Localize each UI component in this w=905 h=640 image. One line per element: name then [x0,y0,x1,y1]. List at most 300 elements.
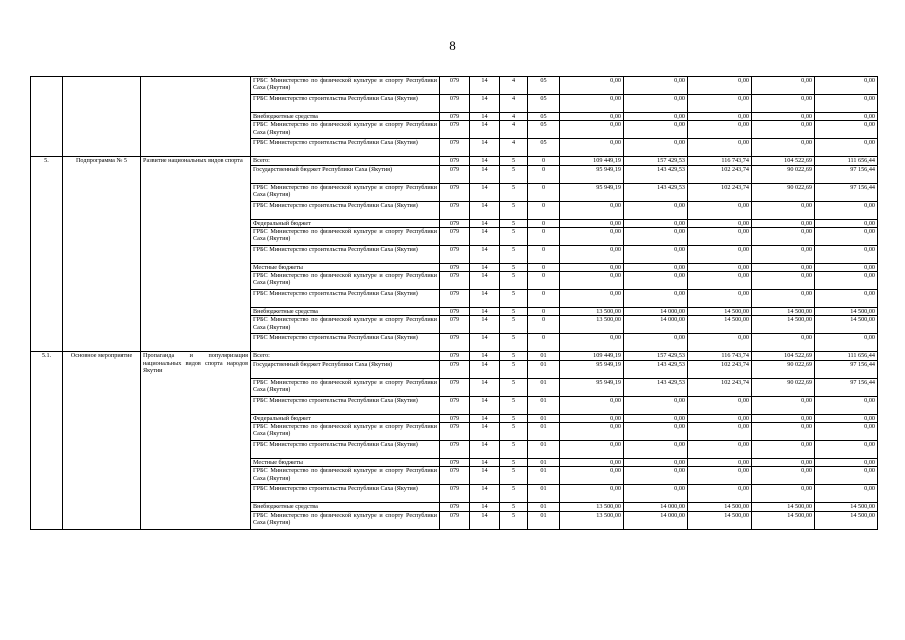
value-cell: 102 243,74 [688,360,752,378]
value-cell: 111 656,44 [815,157,878,165]
value-cell: 95 949,19 [560,165,624,183]
value-cell: 14 000,00 [624,503,688,511]
value-cell: 116 743,74 [688,157,752,165]
value-cell: 14 500,00 [752,316,815,334]
value-cell: 0,00 [815,121,878,139]
value-cell: 143 429,53 [624,183,688,201]
code-cell: 14 [470,334,500,352]
code-cell: 5 [500,441,528,459]
value-cell: 0,00 [688,121,752,139]
value-cell: 0,00 [560,272,624,290]
value-cell: 0,00 [815,290,878,308]
value-cell: 0,00 [624,263,688,271]
funding-source-cell: ГРБС Министерство строительства Республики Саха (Якутия) [251,290,440,308]
table-body [31,77,878,530]
section-num: 5.1. [31,352,63,529]
code-cell: 14 [470,467,500,485]
value-cell: 109 449,19 [560,352,624,360]
code-cell: 079 [440,459,470,467]
value-cell: 0,00 [815,485,878,503]
funding-source-cell: ГРБС Министерство по физической культуре и спорту Республики Саха (Якутия) [251,183,440,201]
table-row [31,352,878,360]
code-cell: 01 [528,503,560,511]
value-cell: 111 656,44 [815,352,878,360]
value-cell: 0,00 [560,459,624,467]
value-cell: 0,00 [815,396,878,414]
value-cell: 0,00 [624,139,688,157]
value-cell: 97 156,44 [815,360,878,378]
value-cell: 143 429,53 [624,360,688,378]
value-cell: 157 429,53 [624,352,688,360]
value-cell: 14 500,00 [688,308,752,316]
value-cell: 0,00 [815,219,878,227]
code-cell: 14 [470,308,500,316]
code-cell: 01 [528,467,560,485]
code-cell: 0 [528,272,560,290]
value-cell: 0,00 [560,423,624,441]
table-row [31,77,878,95]
code-cell: 079 [440,511,470,529]
value-cell: 0,00 [752,77,815,95]
code-cell: 01 [528,378,560,396]
code-cell: 14 [470,183,500,201]
code-cell: 14 [470,316,500,334]
code-cell: 14 [470,165,500,183]
value-cell: 143 429,53 [624,165,688,183]
value-cell: 0,00 [815,95,878,113]
value-cell: 0,00 [815,414,878,422]
code-cell: 05 [528,139,560,157]
code-cell: 5 [500,396,528,414]
value-cell: 0,00 [815,227,878,245]
funding-source-cell: ГРБС Министерство строительства Республики Саха (Якутия) [251,441,440,459]
value-cell: 0,00 [688,219,752,227]
value-cell: 0,00 [815,459,878,467]
value-cell: 0,00 [752,227,815,245]
code-cell: 14 [470,245,500,263]
value-cell: 14 000,00 [624,308,688,316]
code-cell: 079 [440,183,470,201]
funding-source-cell: Внебюджетные средства [251,113,440,121]
value-cell: 0,00 [688,139,752,157]
value-cell: 0,00 [688,290,752,308]
code-cell: 079 [440,272,470,290]
value-cell: 14 500,00 [688,316,752,334]
value-cell: 0,00 [688,396,752,414]
code-cell: 01 [528,414,560,422]
funding-source-cell: Местные бюджеты [251,459,440,467]
value-cell: 0,00 [624,121,688,139]
value-cell: 0,00 [752,121,815,139]
code-cell: 079 [440,378,470,396]
value-cell: 0,00 [624,414,688,422]
value-cell: 0,00 [560,334,624,352]
code-cell: 01 [528,441,560,459]
value-cell: 0,00 [752,201,815,219]
code-cell: 5 [500,290,528,308]
value-cell: 0,00 [752,467,815,485]
value-cell: 0,00 [624,245,688,263]
value-cell: 90 022,69 [752,378,815,396]
value-cell: 0,00 [752,95,815,113]
value-cell: 0,00 [688,201,752,219]
code-cell: 05 [528,113,560,121]
code-cell: 079 [440,219,470,227]
code-cell: 14 [470,121,500,139]
value-cell: 0,00 [560,121,624,139]
value-cell: 0,00 [815,441,878,459]
funding-source-cell: Государственный бюджет Республики Саха (Якутия) [251,360,440,378]
code-cell: 01 [528,459,560,467]
code-cell: 0 [528,290,560,308]
value-cell: 0,00 [560,396,624,414]
value-cell: 0,00 [688,245,752,263]
code-cell: 01 [528,423,560,441]
code-cell: 0 [528,201,560,219]
value-cell: 14 000,00 [624,316,688,334]
value-cell: 14 500,00 [815,503,878,511]
code-cell: 5 [500,459,528,467]
section-name: Развитие национальных видов спорта [141,157,251,352]
code-cell: 0 [528,183,560,201]
value-cell: 0,00 [560,467,624,485]
value-cell: 102 243,74 [688,165,752,183]
value-cell: 0,00 [688,77,752,95]
code-cell: 5 [500,511,528,529]
value-cell: 0,00 [560,201,624,219]
value-cell: 90 022,69 [752,360,815,378]
value-cell: 0,00 [752,219,815,227]
code-cell: 0 [528,263,560,271]
value-cell: 104 522,69 [752,352,815,360]
code-cell: 0 [528,334,560,352]
funding-source-cell: Местные бюджеты [251,263,440,271]
code-cell: 079 [440,157,470,165]
code-cell: 5 [500,165,528,183]
value-cell: 0,00 [560,77,624,95]
code-cell: 079 [440,121,470,139]
value-cell: 13 500,00 [560,308,624,316]
code-cell: 079 [440,113,470,121]
value-cell: 0,00 [752,272,815,290]
value-cell: 0,00 [560,414,624,422]
funding-source-cell: ГРБС Министерство строительства Республики Саха (Якутия) [251,485,440,503]
value-cell: 0,00 [688,227,752,245]
value-cell: 0,00 [624,227,688,245]
funding-source-cell: ГРБС Министерство строительства Республики Саха (Якутия) [251,95,440,113]
value-cell: 0,00 [752,396,815,414]
value-cell: 90 022,69 [752,183,815,201]
value-cell: 0,00 [752,139,815,157]
value-cell: 95 949,19 [560,378,624,396]
code-cell: 14 [470,360,500,378]
value-cell: 14 500,00 [815,308,878,316]
code-cell: 5 [500,485,528,503]
code-cell: 5 [500,245,528,263]
value-cell: 0,00 [688,423,752,441]
code-cell: 05 [528,95,560,113]
code-cell: 5 [500,201,528,219]
code-cell: 14 [470,423,500,441]
value-cell: 13 500,00 [560,316,624,334]
value-cell: 0,00 [688,467,752,485]
code-cell: 079 [440,245,470,263]
code-cell: 14 [470,139,500,157]
funding-source-cell: ГРБС Министерство строительства Республики Саха (Якутия) [251,201,440,219]
value-cell: 0,00 [560,290,624,308]
code-cell: 5 [500,219,528,227]
code-cell: 14 [470,201,500,219]
value-cell: 0,00 [815,139,878,157]
empty-cell [31,77,63,157]
code-cell: 5 [500,334,528,352]
value-cell: 104 522,69 [752,157,815,165]
code-cell: 079 [440,414,470,422]
code-cell: 079 [440,485,470,503]
value-cell: 0,00 [688,485,752,503]
funding-source-cell: Всего: [251,157,440,165]
funding-source-cell: Федеральный бюджет [251,414,440,422]
code-cell: 14 [470,396,500,414]
code-cell: 5 [500,423,528,441]
funding-source-cell: ГРБС Министерство по физической культуре и спорту Республики Саха (Якутия) [251,378,440,396]
value-cell: 0,00 [560,95,624,113]
code-cell: 4 [500,95,528,113]
funding-source-cell: ГРБС Министерство по физической культуре и спорту Республики Саха (Якутия) [251,227,440,245]
funding-source-cell: ГРБС Министерство по физической культуре и спорту Республики Саха (Якутия) [251,511,440,529]
code-cell: 079 [440,316,470,334]
value-cell: 102 243,74 [688,183,752,201]
funding-source-cell: Внебюджетные средства [251,308,440,316]
value-cell: 0,00 [815,272,878,290]
code-cell: 14 [470,459,500,467]
code-cell: 5 [500,263,528,271]
code-cell: 5 [500,378,528,396]
value-cell: 0,00 [688,334,752,352]
value-cell: 0,00 [624,201,688,219]
code-cell: 14 [470,290,500,308]
value-cell: 14 500,00 [752,503,815,511]
value-cell: 0,00 [624,423,688,441]
code-cell: 14 [470,272,500,290]
code-cell: 0 [528,316,560,334]
value-cell: 0,00 [688,459,752,467]
value-cell: 0,00 [815,423,878,441]
code-cell: 5 [500,503,528,511]
code-cell: 01 [528,511,560,529]
funding-source-cell: ГРБС Министерство по физической культуре и спорту Республики Саха (Якутия) [251,316,440,334]
code-cell: 5 [500,272,528,290]
value-cell: 13 500,00 [560,503,624,511]
value-cell: 0,00 [560,485,624,503]
code-cell: 01 [528,396,560,414]
code-cell: 079 [440,423,470,441]
value-cell: 14 000,00 [624,511,688,529]
code-cell: 0 [528,219,560,227]
code-cell: 01 [528,360,560,378]
funding-source-cell: Государственный бюджет Республики Саха (Якутия) [251,165,440,183]
value-cell: 0,00 [752,113,815,121]
value-cell: 0,00 [752,263,815,271]
value-cell: 0,00 [752,423,815,441]
value-cell: 0,00 [815,467,878,485]
code-cell: 0 [528,165,560,183]
empty-cell [63,77,141,157]
value-cell: 90 022,69 [752,165,815,183]
value-cell: 0,00 [624,77,688,95]
value-cell: 0,00 [688,113,752,121]
code-cell: 4 [500,121,528,139]
code-cell: 05 [528,121,560,139]
value-cell: 14 500,00 [688,503,752,511]
value-cell: 0,00 [815,113,878,121]
value-cell: 0,00 [624,113,688,121]
value-cell: 97 156,44 [815,165,878,183]
value-cell: 14 500,00 [815,511,878,529]
section-title: Основное мероприятие [63,352,141,529]
code-cell: 0 [528,308,560,316]
code-cell: 14 [470,157,500,165]
value-cell: 0,00 [752,441,815,459]
code-cell: 4 [500,77,528,95]
value-cell: 0,00 [624,290,688,308]
value-cell: 14 500,00 [752,511,815,529]
code-cell: 079 [440,503,470,511]
value-cell: 0,00 [752,459,815,467]
value-cell: 0,00 [560,441,624,459]
code-cell: 5 [500,352,528,360]
code-cell: 5 [500,157,528,165]
code-cell: 079 [440,467,470,485]
code-cell: 5 [500,414,528,422]
value-cell: 0,00 [688,272,752,290]
funding-source-cell: ГРБС Министерство по физической культуре и спорту Республики Саха (Якутия) [251,121,440,139]
value-cell: 0,00 [624,467,688,485]
funding-source-cell: Внебюджетные средства [251,503,440,511]
value-cell: 0,00 [752,414,815,422]
value-cell: 116 743,74 [688,352,752,360]
value-cell: 95 949,19 [560,183,624,201]
code-cell: 01 [528,352,560,360]
value-cell: 0,00 [560,263,624,271]
value-cell: 0,00 [815,77,878,95]
code-cell: 079 [440,165,470,183]
code-cell: 079 [440,441,470,459]
section-title: Подпрограмма № 5 [63,157,141,352]
code-cell: 01 [528,485,560,503]
value-cell: 0,00 [752,334,815,352]
value-cell: 13 500,00 [560,511,624,529]
code-cell: 4 [500,139,528,157]
code-cell: 079 [440,263,470,271]
code-cell: 14 [470,219,500,227]
value-cell: 102 243,74 [688,378,752,396]
value-cell: 0,00 [624,272,688,290]
code-cell: 14 [470,441,500,459]
value-cell: 0,00 [624,334,688,352]
code-cell: 079 [440,227,470,245]
value-cell: 0,00 [752,290,815,308]
code-cell: 0 [528,245,560,263]
table-row [31,157,878,165]
code-cell: 14 [470,263,500,271]
funding-source-cell: ГРБС Министерство строительства Республики Саха (Якутия) [251,396,440,414]
code-cell: 14 [470,77,500,95]
code-cell: 5 [500,316,528,334]
funding-source-cell: Всего: [251,352,440,360]
code-cell: 14 [470,378,500,396]
section-name: Пропаганда и популяризация национальных видов спорта народов Якутии [141,352,251,529]
value-cell: 97 156,44 [815,378,878,396]
code-cell: 5 [500,308,528,316]
value-cell: 0,00 [688,263,752,271]
empty-cell [141,77,251,157]
code-cell: 14 [470,113,500,121]
code-cell: 5 [500,227,528,245]
code-cell: 05 [528,77,560,95]
value-cell: 0,00 [560,245,624,263]
funding-source-cell: ГРБС Министерство по физической культуре и спорту Республики Саха (Якутия) [251,77,440,95]
code-cell: 079 [440,290,470,308]
code-cell: 0 [528,157,560,165]
funding-source-cell: ГРБС Министерство по физической культуре и спорту Республики Саха (Якутия) [251,467,440,485]
code-cell: 14 [470,227,500,245]
value-cell: 0,00 [815,334,878,352]
code-cell: 079 [440,352,470,360]
value-cell: 0,00 [815,245,878,263]
code-cell: 5 [500,360,528,378]
value-cell: 0,00 [560,227,624,245]
funding-source-cell: ГРБС Министерство строительства Республики Саха (Якутия) [251,245,440,263]
code-cell: 079 [440,360,470,378]
code-cell: 079 [440,95,470,113]
value-cell: 0,00 [624,459,688,467]
value-cell: 0,00 [752,485,815,503]
value-cell: 0,00 [624,485,688,503]
value-cell: 0,00 [688,95,752,113]
code-cell: 14 [470,352,500,360]
code-cell: 079 [440,308,470,316]
code-cell: 14 [470,511,500,529]
value-cell: 157 429,53 [624,157,688,165]
value-cell: 97 156,44 [815,183,878,201]
value-cell: 0,00 [624,95,688,113]
value-cell: 95 949,19 [560,360,624,378]
code-cell: 079 [440,77,470,95]
code-cell: 079 [440,201,470,219]
section-num: 5. [31,157,63,352]
value-cell: 109 449,19 [560,157,624,165]
value-cell: 0,00 [624,396,688,414]
code-cell: 14 [470,485,500,503]
budget-table [30,76,878,530]
code-cell: 5 [500,183,528,201]
value-cell: 14 500,00 [688,511,752,529]
value-cell: 0,00 [688,441,752,459]
value-cell: 0,00 [752,245,815,263]
code-cell: 079 [440,139,470,157]
funding-source-cell: ГРБС Министерство строительства Республики Саха (Якутия) [251,139,440,157]
value-cell: 143 429,53 [624,378,688,396]
value-cell: 14 500,00 [815,316,878,334]
funding-source-cell: Федеральный бюджет [251,219,440,227]
code-cell: 14 [470,95,500,113]
funding-source-cell: ГРБС Министерство строительства Республики Саха (Якутия) [251,334,440,352]
funding-source-cell: ГРБС Министерство по физической культуре и спорту Республики Саха (Якутия) [251,272,440,290]
value-cell: 14 500,00 [752,308,815,316]
value-cell: 0,00 [815,201,878,219]
value-cell: 0,00 [815,263,878,271]
